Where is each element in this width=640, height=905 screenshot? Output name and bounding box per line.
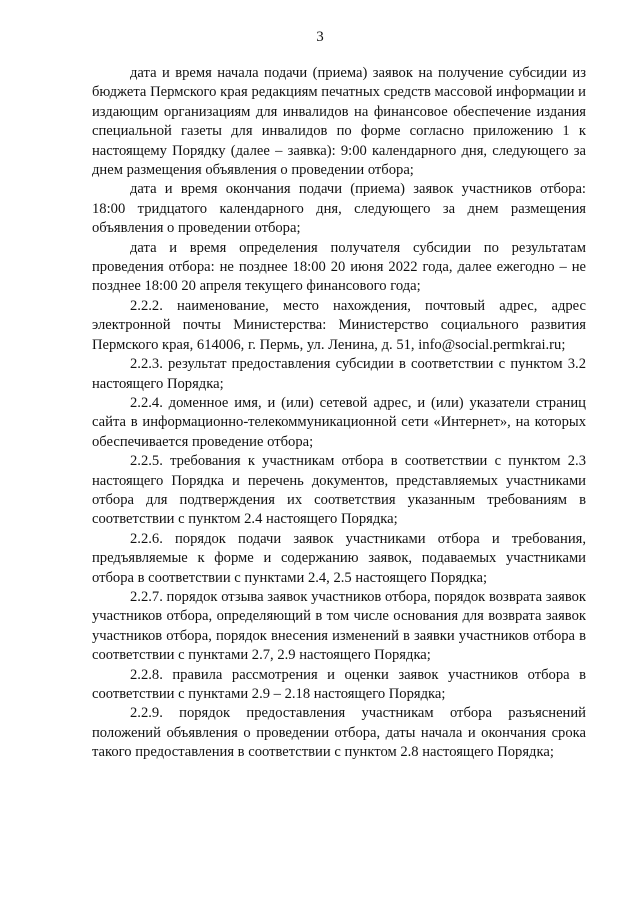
paragraph-2-2-8-review-rules: 2.2.8. правила рассмотрения и оценки заявок участников отбора в соответствии с пунктами 2.9 – 2.18 настоящего Порядка; [92, 666, 586, 702]
paragraph-2-2-9-clarification-procedure: 2.2.9. порядок предоставления участникам отбора разъяснений положений объявления о проведении отбора, даты начала и окончания срока такого предоставления в соответствии с пунктом 2.8 настоящего Порядка; [92, 705, 586, 761]
paragraph-application-start: дата и время начала подачи (приема) заявок на получение субсидии из бюджета Пермского края редакциям печатных средств массовой информации и издающим организациям для инвалидов на финансовое обеспечение издания специальной газеты для инвалидов по форме согласно приложению 1 к настоящему Порядку (далее – заявка): 9:00 календарного дня, следующего за днем размещения объявления о проведении отбора; [92, 65, 586, 179]
page-number: 3 [316, 29, 324, 45]
paragraph-2-2-5-participant-requirements: 2.2.5. требования к участникам отбора в соответствии с пунктом 2.3 настоящего Порядка и перечень документов, представляемых участниками отбора для подтверждения их соответствия указанным требованиям в соответствии с пунктом 2.4 настоящего Порядка; [92, 453, 586, 528]
document-body [92, 64, 586, 763]
paragraph-2-2-2-ministry-contacts: 2.2.2. наименование, место нахождения, почтовый адрес, адрес электронной почты Министерства: Министерство социального развития Пермского края, 614006, г. Пермь, ул. Ленина, д. 51, info@social.permkrai.ru; [92, 297, 586, 353]
paragraph-application-end: дата и время окончания подачи (приема) заявок участников отбора: 18:00 тридцатого календарного дня, следующего за днем размещения объявления о проведении отбора; [92, 181, 586, 237]
paragraph-2-2-6-application-procedure: 2.2.6. порядок подачи заявок участниками отбора и требования, предъявляемые к форме и содержанию заявок, подаваемых участниками отбора в соответствии с пунктами 2.4, 2.5 настоящего Порядка; [92, 530, 586, 586]
paragraph-recipient-determination: дата и время определения получателя субсидии по результатам проведения отбора: не позднее 18:00 20 июня 2022 года, далее ежегодно – не позднее 18:00 20 апреля текущего финансового года; [92, 239, 586, 295]
paragraph-2-2-7-withdrawal-procedure: 2.2.7. порядок отзыва заявок участников отбора, порядок возврата заявок участников отбора, определяющий в том числе основания для возврата заявок участников отбора, порядок внесения изменений в заявки участников отбора в соответствии с пунктами 2.7, 2.9 настоящего Порядка; [92, 588, 586, 664]
paragraph-2-2-4-website: 2.2.4. доменное имя, и (или) сетевой адрес, и (или) указатели страниц сайта в информационно-телекоммуникационной сети «Интернет», на которых обеспечивается проведение отбора; [92, 394, 586, 450]
paragraph-2-2-3-subsidy-result: 2.2.3. результат предоставления субсидии в соответствии с пунктом 3.2 настоящего Порядка; [92, 356, 586, 392]
